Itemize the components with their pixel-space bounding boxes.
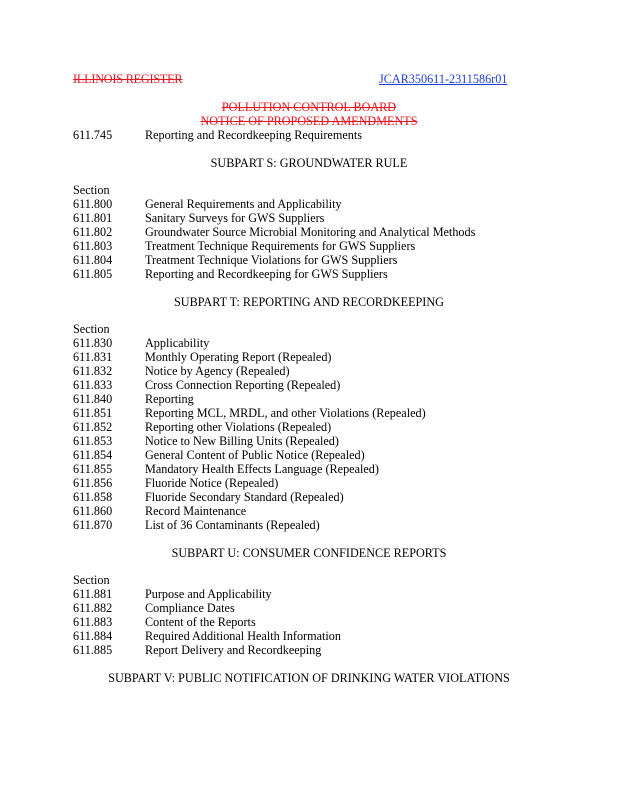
- section-number: 611.805: [73, 267, 113, 281]
- toc-entry: [73, 601, 235, 616]
- toc-entry: [73, 629, 341, 644]
- section-number: 611.858: [73, 490, 113, 504]
- toc-entry: [73, 476, 278, 491]
- section-title: Record Maintenance: [145, 504, 247, 518]
- toc-entry: [73, 197, 342, 212]
- section-title: Reporting other Violations (Repealed): [145, 420, 332, 434]
- section-title: Groundwater Source Microbial Monitoring and Analytical Methods: [145, 225, 476, 239]
- section-title: Notice by Agency (Repealed): [145, 364, 290, 378]
- section-number: 611.833: [73, 378, 113, 392]
- toc-entry: [73, 253, 397, 268]
- section-number: 611.830: [73, 336, 113, 350]
- subpart-t-heading: SUBPART T: REPORTING AND RECORDKEEPING: [174, 295, 444, 309]
- section-title: Treatment Technique Requirements for GWS Suppliers: [145, 239, 416, 253]
- section-title: General Content of Public Notice (Repealed): [145, 448, 365, 462]
- section-title: List of 36 Contaminants (Repealed): [145, 518, 320, 532]
- section-title: Reporting and Recordkeeping Requirements: [145, 128, 362, 142]
- section-number: 611.801: [73, 211, 113, 225]
- toc-entry: [73, 490, 344, 505]
- section-number: 611.802: [73, 225, 113, 239]
- section-title: Applicability: [145, 336, 210, 350]
- section-title: Content of the Reports: [145, 615, 256, 629]
- agency-name: POLLUTION CONTROL BOARD: [221, 100, 397, 114]
- section-title: General Requirements and Applicability: [145, 197, 342, 211]
- section-title: Treatment Technique Violations for GWS Suppliers: [145, 253, 398, 267]
- toc-entry: [73, 392, 194, 407]
- section-number: 611.884: [73, 629, 113, 643]
- section-title: Reporting: [145, 392, 194, 406]
- section-number: 611.855: [73, 462, 113, 476]
- section-title: Cross Connection Reporting (Repealed): [145, 378, 341, 392]
- toc-entry: [73, 504, 246, 519]
- toc-entry: [73, 448, 365, 463]
- section-title: Report Delivery and Recordkeeping: [145, 643, 322, 657]
- toc-entry: [73, 434, 339, 449]
- subpart-u-heading: SUBPART U: CONSUMER CONFIDENCE REPORTS: [171, 546, 447, 560]
- section-title: Sanitary Surveys for GWS Suppliers: [145, 211, 325, 225]
- toc-entry: [73, 364, 290, 379]
- section-column-label: Section: [73, 183, 110, 197]
- toc-entry: [73, 350, 331, 365]
- section-number: 611.840: [73, 392, 113, 406]
- toc-entry: [73, 518, 320, 533]
- toc-entry: [73, 406, 426, 421]
- toc-entry: [73, 587, 272, 602]
- section-title: Notice to New Billing Units (Repealed): [145, 434, 339, 448]
- section-number: 611.854: [73, 448, 113, 462]
- section-number: 611.831: [73, 350, 113, 364]
- toc-entry: [73, 128, 362, 143]
- section-number: 611.803: [73, 239, 113, 253]
- toc-entry: [73, 211, 324, 226]
- section-column-label: Section: [73, 573, 110, 587]
- section-number: 611.885: [73, 643, 113, 657]
- toc-entry: [73, 239, 415, 254]
- subpart-v-heading: SUBPART V: PUBLIC NOTIFICATION OF DRINKING WATER VIOLATIONS: [108, 671, 510, 685]
- section-number: 611.882: [73, 601, 113, 615]
- section-number: 611.851: [73, 406, 113, 420]
- section-title: Reporting and Recordkeeping for GWS Suppliers: [145, 267, 388, 281]
- toc-entry: [73, 643, 321, 658]
- section-title: Monthly Operating Report (Repealed): [145, 350, 332, 364]
- section-title: Required Additional Health Information: [145, 629, 341, 643]
- section-number: 611.852: [73, 420, 113, 434]
- section-number: 611.870: [73, 518, 113, 532]
- section-title: Fluoride Secondary Standard (Repealed): [145, 490, 344, 504]
- section-title: Mandatory Health Effects Language (Repealed): [145, 462, 379, 476]
- section-number: 611.860: [73, 504, 113, 518]
- section-number: 611.883: [73, 615, 113, 629]
- toc-entry: [73, 225, 475, 240]
- section-title: Compliance Dates: [145, 601, 235, 615]
- notice-title: NOTICE OF PROPOSED AMENDMENTS: [200, 114, 418, 128]
- section-number: 611.881: [73, 587, 113, 601]
- section-number: 611.745: [73, 128, 113, 142]
- section-column-label: Section: [73, 322, 110, 336]
- section-number: 611.800: [73, 197, 113, 211]
- toc-entry: [73, 336, 209, 351]
- toc-entry: [73, 462, 379, 477]
- jcar-document-id: JCAR350611-2311586r01: [379, 72, 508, 86]
- section-title: Reporting MCL, MRDL, and other Violations (Repealed): [145, 406, 426, 420]
- toc-entry: [73, 420, 331, 435]
- section-number: 611.856: [73, 476, 113, 490]
- toc-entry: [73, 615, 256, 630]
- subpart-s-heading: SUBPART S: GROUNDWATER RULE: [210, 156, 408, 170]
- section-number: 611.804: [73, 253, 113, 267]
- toc-entry: [73, 267, 388, 282]
- section-number: 611.853: [73, 434, 113, 448]
- section-title: Purpose and Applicability: [145, 587, 272, 601]
- section-number: 611.832: [73, 364, 113, 378]
- section-title: Fluoride Notice (Repealed): [145, 476, 279, 490]
- register-header: ILLINOIS REGISTER: [73, 72, 183, 86]
- toc-entry: [73, 378, 340, 393]
